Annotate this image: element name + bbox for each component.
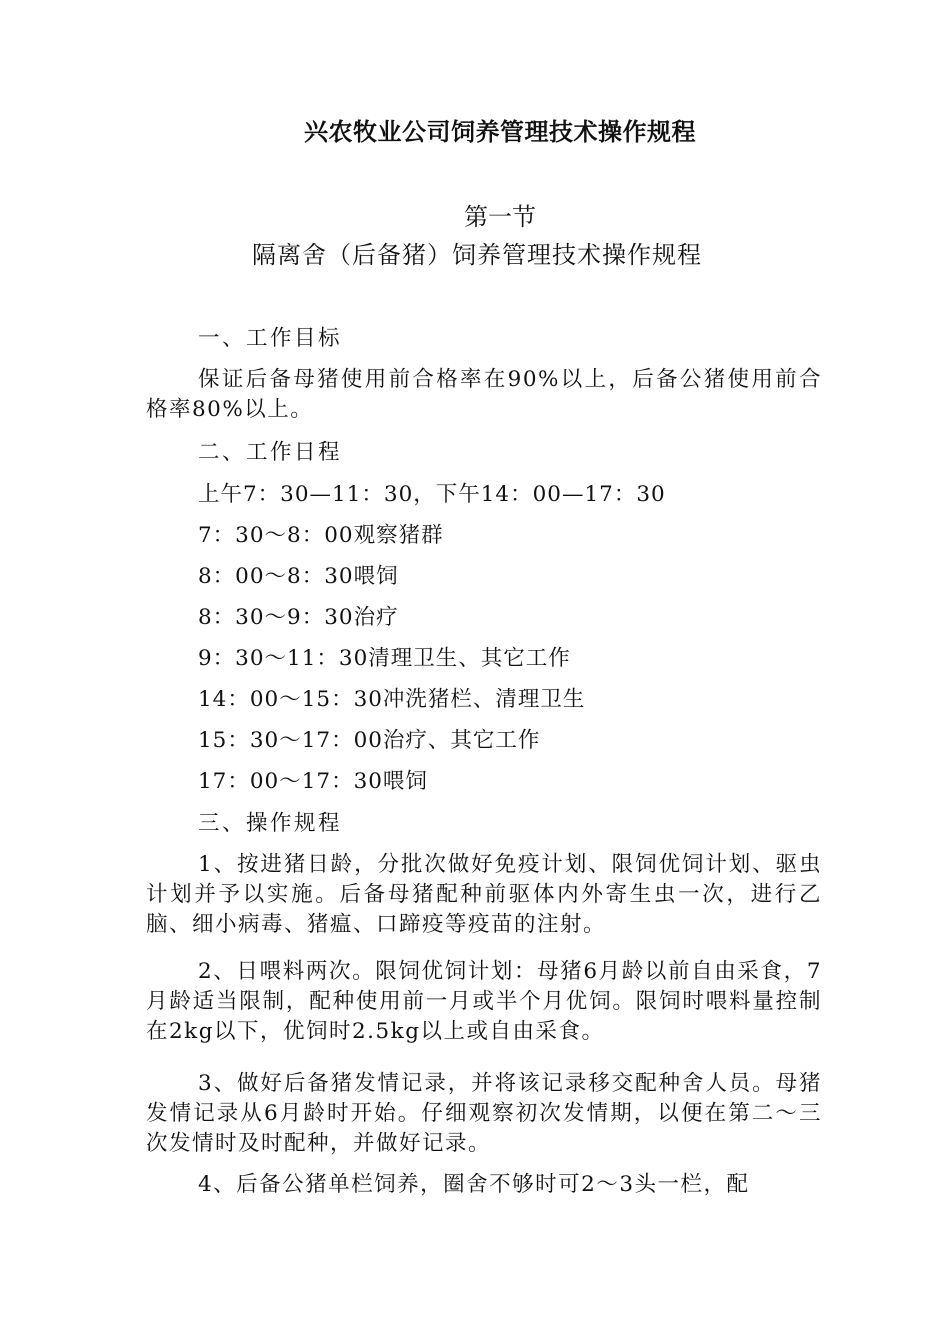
schedule-item: 上午7：30—11：30，下午14：00—17：30 [198, 482, 666, 507]
schedule-item: 15：30～17：00治疗、其它工作 [198, 728, 541, 753]
schedule-item: 14：00～15：30冲洗猪栏、清理卫生 [198, 687, 586, 712]
goal-paragraph: 保证后备母猪使用前合格率在90%以上，后备公猪使用前合格率80%以上。 [146, 367, 822, 422]
schedule-item: 7：30～8：00观察猪群 [198, 523, 444, 548]
procedure-paragraph: 1、按进猪日龄，分批次做好免疫计划、限饲优饲计划、驱虫计划并予以实施。后备母猪配种前驱体内外寄生虫一次，进行乙脑、细小病毒、猪瘟、口蹄疫等疫苗的注射。 [146, 852, 822, 937]
goal-heading: 一、工作目标 [198, 326, 343, 351]
schedule-heading: 二、工作日程 [198, 440, 343, 465]
procedure-paragraph: 2、日喂料两次。限饲优饲计划：母猪6月龄以前自由采食，7月龄适当限制，配种使用前一月或半个月优饲。限饲时喂料量控制在2kg以下，优饲时2.5kg以上或自由采食。 [146, 959, 822, 1044]
schedule-item: 8：30～9：30治疗 [198, 605, 399, 630]
document-title: 兴农牧业公司饲养管理技术操作规程 [304, 118, 696, 146]
section-number: 第一节 [464, 203, 536, 231]
procedure-paragraph: 4、后备公猪单栏饲养，圈舍不够时可2～3头一栏，配 [198, 1172, 750, 1197]
schedule-item: 17：00～17：30喂饲 [198, 769, 428, 794]
schedule-item: 9：30～11：30清理卫生、其它工作 [198, 646, 571, 671]
schedule-item: 8：00～8：30喂饲 [198, 564, 399, 589]
procedure-paragraph: 3、做好后备猪发情记录，并将该记录移交配种舍人员。母猪发情记录从6月龄时开始。仔细观察初次发情期，以便在第二～三次发情时及时配种，并做好记录。 [146, 1071, 822, 1156]
section-title: 隔离舍（后备猪）饲养管理技术操作规程 [252, 241, 702, 269]
procedure-heading: 三、操作规程 [198, 811, 343, 836]
